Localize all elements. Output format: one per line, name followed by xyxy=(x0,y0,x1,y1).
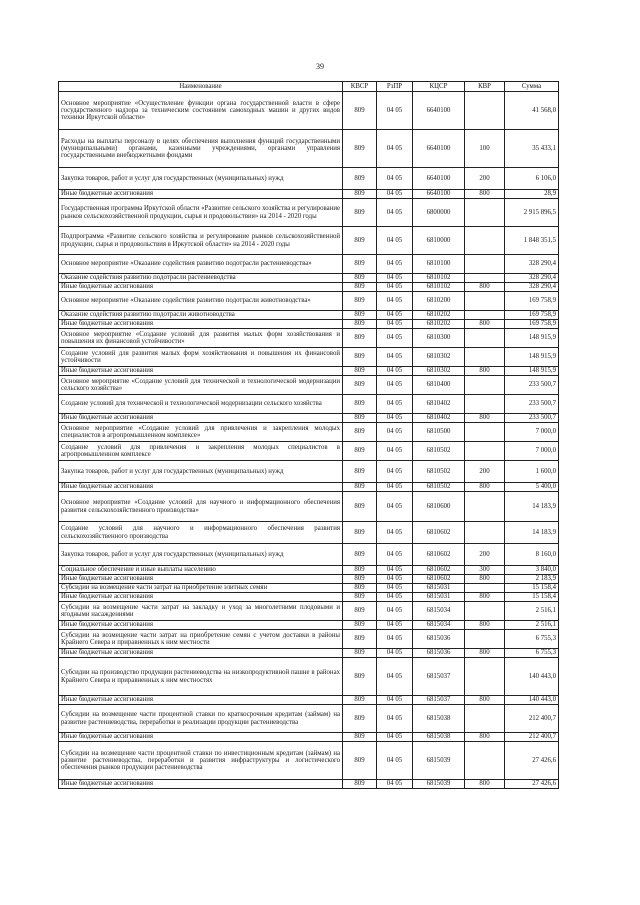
cell-sum: 15 158,4 xyxy=(505,584,559,593)
cell-kcsr: 6640100 xyxy=(413,168,465,190)
cell-kvsr: 809 xyxy=(343,742,377,780)
cell-kvr xyxy=(465,423,505,442)
cell-kcsr: 6815031 xyxy=(413,593,465,602)
cell-name: Иные бюджетные ассигнования xyxy=(59,649,343,658)
cell-kcsr: 6815038 xyxy=(413,705,465,733)
cell-kcsr: 6815038 xyxy=(413,733,465,742)
cell-kvr: 800 xyxy=(465,483,505,492)
cell-name: Субсидии на возмещение части процентной ставки по краткосрочным кредитам (займам) на развитие растениеводства, переработки и реализации продукции растениеводства xyxy=(59,705,343,733)
cell-kvr: 800 xyxy=(465,575,505,584)
cell-kcsr: 6810100 xyxy=(413,255,465,274)
cell-kvr: 800 xyxy=(465,190,505,199)
cell-name: Оказание содействия развитию подотрасли животноводства xyxy=(59,311,343,320)
cell-sum: 212 400,7 xyxy=(505,705,559,733)
table-row xyxy=(59,255,559,274)
cell-rzpr: 04 05 xyxy=(377,566,413,575)
cell-name: Создание условий для развития малых форм хозяйствования и повышения их финансовой устойчивости xyxy=(59,348,343,367)
cell-rzpr: 04 05 xyxy=(377,602,413,621)
table-row xyxy=(59,584,559,593)
cell-kvsr: 809 xyxy=(343,593,377,602)
cell-rzpr: 04 05 xyxy=(377,593,413,602)
cell-rzpr: 04 05 xyxy=(377,190,413,199)
cell-rzpr: 04 05 xyxy=(377,274,413,283)
cell-kcsr: 6810400 xyxy=(413,376,465,395)
cell-kvr xyxy=(465,602,505,621)
cell-name: Основное мероприятие «Осуществление функции органа государственной власти в сфере государственного надзора за техническим состоянием самоходных машин и других видов техники Иркутской области» xyxy=(59,92,343,130)
cell-kvr xyxy=(465,705,505,733)
cell-kvsr: 809 xyxy=(343,566,377,575)
cell-kcsr: 6810200 xyxy=(413,292,465,311)
cell-sum: 14 183,9 xyxy=(505,492,559,522)
cell-name: Основное мероприятие «Создание условий для привлечения и закрепления молодых специалистов в агропромышленном комплексе» xyxy=(59,423,343,442)
cell-kvr: 800 xyxy=(465,283,505,292)
cell-sum: 212 400,7 xyxy=(505,733,559,742)
cell-sum: 8 160,0 xyxy=(505,544,559,566)
cell-kvsr: 809 xyxy=(343,292,377,311)
cell-rzpr: 04 05 xyxy=(377,255,413,274)
cell-kcsr: 6640100 xyxy=(413,92,465,130)
cell-kvsr: 809 xyxy=(343,395,377,414)
table-row xyxy=(59,414,559,423)
table-row xyxy=(59,92,559,130)
cell-kvsr: 809 xyxy=(343,575,377,584)
cell-name: Создание условий для привлечения и закрепления молодых специалистов в агропромышленном комплексе xyxy=(59,442,343,461)
cell-kvsr: 809 xyxy=(343,414,377,423)
cell-sum: 233 500,7 xyxy=(505,395,559,414)
cell-name: Иные бюджетные ассигнования xyxy=(59,283,343,292)
cell-kvr: 800 xyxy=(465,780,505,789)
cell-sum: 328 290,4 xyxy=(505,255,559,274)
cell-rzpr: 04 05 xyxy=(377,227,413,255)
cell-kcsr: 6810602 xyxy=(413,522,465,544)
cell-kvr: 800 xyxy=(465,414,505,423)
budget-table xyxy=(58,81,559,789)
cell-name: Субсидии на производство продукции растениеводства на низкопродуктивной пашне в районах Крайнего Севера и приравненных к ним местностях xyxy=(59,658,343,696)
cell-name: Основное мероприятие «Оказание содействия развитию подотрасли растениеводства» xyxy=(59,255,343,274)
cell-kvsr: 809 xyxy=(343,367,377,376)
cell-sum: 41 568,0 xyxy=(505,92,559,130)
cell-rzpr: 04 05 xyxy=(377,168,413,190)
table-row xyxy=(59,522,559,544)
cell-rzpr: 04 05 xyxy=(377,292,413,311)
cell-rzpr: 04 05 xyxy=(377,348,413,367)
cell-kvsr: 809 xyxy=(343,461,377,483)
cell-kcsr: 6810602 xyxy=(413,544,465,566)
cell-kvr xyxy=(465,742,505,780)
cell-name: Подпрограмма «Развитие сельского хозяйства и регулирование рынков сельскохозяйственной продукции, сырья и продовольствия в Иркутской области» на 2014 - 2020 годы xyxy=(59,227,343,255)
cell-kvr xyxy=(465,274,505,283)
cell-kvsr: 809 xyxy=(343,705,377,733)
cell-sum: 27 426,6 xyxy=(505,780,559,789)
cell-name: Создание условий для технической и технологической модернизации сельского хозяйства xyxy=(59,395,343,414)
cell-name: Оказание содействия развитию подотрасли растениеводства xyxy=(59,274,343,283)
cell-name: Расходы на выплаты персоналу в целях обеспечения выполнения функций государственными (муниципальными) органами, казенными учреждениями, органами управления государственными внебюджетными фондами xyxy=(59,130,343,168)
header-name: Наименование xyxy=(59,82,343,92)
cell-kvsr: 809 xyxy=(343,348,377,367)
cell-rzpr: 04 05 xyxy=(377,395,413,414)
cell-kvr: 200 xyxy=(465,544,505,566)
cell-kvsr: 809 xyxy=(343,168,377,190)
cell-kcsr: 6810302 xyxy=(413,367,465,376)
cell-sum: 328 290,4 xyxy=(505,274,559,283)
cell-kcsr: 6810300 xyxy=(413,329,465,348)
cell-sum: 7 000,0 xyxy=(505,423,559,442)
cell-kcsr: 6815034 xyxy=(413,621,465,630)
cell-kcsr: 6640100 xyxy=(413,130,465,168)
table-row xyxy=(59,348,559,367)
cell-rzpr: 04 05 xyxy=(377,544,413,566)
table-row xyxy=(59,649,559,658)
cell-sum: 2 915 896,5 xyxy=(505,199,559,227)
header-sum: Сумма xyxy=(505,82,559,92)
cell-kvsr: 809 xyxy=(343,492,377,522)
cell-kvsr: 809 xyxy=(343,255,377,274)
cell-kcsr: 6815036 xyxy=(413,649,465,658)
cell-kvr xyxy=(465,376,505,395)
cell-sum: 3 840,0 xyxy=(505,566,559,575)
table-row xyxy=(59,320,559,329)
cell-kvr xyxy=(465,92,505,130)
cell-rzpr: 04 05 xyxy=(377,733,413,742)
table-row xyxy=(59,575,559,584)
cell-rzpr: 04 05 xyxy=(377,649,413,658)
cell-name: Социальное обеспечение и иные выплаты населению xyxy=(59,566,343,575)
cell-kvr: 100 xyxy=(465,130,505,168)
cell-sum: 328 290,4 xyxy=(505,283,559,292)
cell-rzpr: 04 05 xyxy=(377,492,413,522)
cell-rzpr: 04 05 xyxy=(377,621,413,630)
cell-rzpr: 04 05 xyxy=(377,658,413,696)
cell-name: Субсидии на возмещение части процентной ставки по инвестиционным кредитам (займам) на развитие растениеводства, переработки и развития инфраструктуры и логистического обеспечения рынков продукции растениеводства xyxy=(59,742,343,780)
cell-name: Иные бюджетные ассигнования xyxy=(59,733,343,742)
cell-sum: 6 755,3 xyxy=(505,630,559,649)
cell-kvsr: 809 xyxy=(343,311,377,320)
table-row xyxy=(59,190,559,199)
cell-kvr xyxy=(465,255,505,274)
cell-name: Субсидии на возмещение части затрат на приобретение элитных семян xyxy=(59,584,343,593)
cell-kcsr: 6810202 xyxy=(413,320,465,329)
cell-kvr xyxy=(465,522,505,544)
cell-kvsr: 809 xyxy=(343,190,377,199)
table-row xyxy=(59,442,559,461)
cell-kvr: 200 xyxy=(465,461,505,483)
table-row xyxy=(59,283,559,292)
cell-kcsr: 6810000 xyxy=(413,227,465,255)
cell-kvsr: 809 xyxy=(343,733,377,742)
cell-kcsr: 6815036 xyxy=(413,630,465,649)
cell-sum: 1 600,0 xyxy=(505,461,559,483)
table-row xyxy=(59,292,559,311)
cell-name: Иные бюджетные ассигнования xyxy=(59,780,343,789)
cell-rzpr: 04 05 xyxy=(377,329,413,348)
cell-name: Основное мероприятие «Создание условий для научного и информационного обеспечения развития сельскохозяйственного производства» xyxy=(59,492,343,522)
header-kcsr: КЦСР xyxy=(413,82,465,92)
header-kvsr: КВСР xyxy=(343,82,377,92)
cell-kvsr: 809 xyxy=(343,130,377,168)
table-row xyxy=(59,130,559,168)
table-row xyxy=(59,199,559,227)
table-row xyxy=(59,274,559,283)
cell-name: Закупка товаров, работ и услуг для государственных (муниципальных) нужд xyxy=(59,544,343,566)
cell-sum: 6 755,3 xyxy=(505,649,559,658)
cell-rzpr: 04 05 xyxy=(377,630,413,649)
cell-sum: 1 848 351,5 xyxy=(505,227,559,255)
cell-sum: 2 516,1 xyxy=(505,602,559,621)
table-row xyxy=(59,544,559,566)
cell-name: Иные бюджетные ассигнования xyxy=(59,696,343,705)
cell-kcsr: 6810202 xyxy=(413,311,465,320)
cell-kcsr: 6815034 xyxy=(413,602,465,621)
table-row xyxy=(59,658,559,696)
cell-sum: 169 758,9 xyxy=(505,292,559,311)
cell-sum: 14 183,9 xyxy=(505,522,559,544)
cell-kvr xyxy=(465,492,505,522)
cell-kvsr: 809 xyxy=(343,320,377,329)
cell-kcsr: 6640100 xyxy=(413,190,465,199)
table-row xyxy=(59,423,559,442)
cell-name: Иные бюджетные ассигнования xyxy=(59,593,343,602)
cell-kvr: 300 xyxy=(465,566,505,575)
cell-kcsr: 6810602 xyxy=(413,566,465,575)
cell-kvsr: 809 xyxy=(343,621,377,630)
cell-name: Иные бюджетные ассигнования xyxy=(59,320,343,329)
cell-kcsr: 6810102 xyxy=(413,283,465,292)
cell-kvr xyxy=(465,227,505,255)
cell-sum: 140 443,0 xyxy=(505,696,559,705)
cell-kcsr: 6810402 xyxy=(413,414,465,423)
cell-kcsr: 6810502 xyxy=(413,442,465,461)
table-row xyxy=(59,602,559,621)
cell-kvsr: 809 xyxy=(343,544,377,566)
cell-kvr xyxy=(465,348,505,367)
cell-kvr: 800 xyxy=(465,733,505,742)
cell-rzpr: 04 05 xyxy=(377,522,413,544)
cell-name: Закупка товаров, работ и услуг для государственных (муниципальных) нужд xyxy=(59,168,343,190)
cell-rzpr: 04 05 xyxy=(377,696,413,705)
cell-sum: 27 426,6 xyxy=(505,742,559,780)
cell-sum: 15 158,4 xyxy=(505,593,559,602)
cell-kcsr: 6810500 xyxy=(413,423,465,442)
cell-kvsr: 809 xyxy=(343,442,377,461)
cell-kcsr: 6800000 xyxy=(413,199,465,227)
cell-name: Субсидии на возмещение части затрат на приобретение семян с учетом доставки в районы Крайнего Севера и приравненных к ним местности xyxy=(59,630,343,649)
cell-rzpr: 04 05 xyxy=(377,442,413,461)
table-row xyxy=(59,742,559,780)
table-row xyxy=(59,705,559,733)
cell-kvr xyxy=(465,658,505,696)
cell-kvsr: 809 xyxy=(343,483,377,492)
cell-kvsr: 809 xyxy=(343,423,377,442)
cell-kvsr: 809 xyxy=(343,92,377,130)
cell-kvsr: 809 xyxy=(343,584,377,593)
cell-name: Иные бюджетные ассигнования xyxy=(59,414,343,423)
cell-kvr xyxy=(465,199,505,227)
cell-rzpr: 04 05 xyxy=(377,130,413,168)
cell-kvsr: 809 xyxy=(343,227,377,255)
cell-name: Субсидии на возмещение части затрат на закладку и уход за многолетними плодовыми и ягодными насаждениями xyxy=(59,602,343,621)
cell-sum: 169 758,9 xyxy=(505,320,559,329)
table-row xyxy=(59,780,559,789)
cell-rzpr: 04 05 xyxy=(377,423,413,442)
cell-name: Иные бюджетные ассигнования xyxy=(59,190,343,199)
cell-kvr xyxy=(465,311,505,320)
table-header-row xyxy=(59,82,559,92)
cell-kvr xyxy=(465,329,505,348)
cell-rzpr: 04 05 xyxy=(377,92,413,130)
cell-kvsr: 809 xyxy=(343,283,377,292)
cell-rzpr: 04 05 xyxy=(377,483,413,492)
cell-sum: 28,9 xyxy=(505,190,559,199)
cell-sum: 2 516,1 xyxy=(505,621,559,630)
cell-name: Иные бюджетные ассигнования xyxy=(59,621,343,630)
table-row xyxy=(59,492,559,522)
table-row xyxy=(59,395,559,414)
cell-sum: 7 000,0 xyxy=(505,442,559,461)
cell-kvsr: 809 xyxy=(343,630,377,649)
cell-sum: 6 106,0 xyxy=(505,168,559,190)
cell-kvr: 200 xyxy=(465,168,505,190)
cell-kcsr: 6815039 xyxy=(413,780,465,789)
cell-kcsr: 6810302 xyxy=(413,348,465,367)
cell-kvsr: 809 xyxy=(343,376,377,395)
cell-sum: 35 433,1 xyxy=(505,130,559,168)
cell-rzpr: 04 05 xyxy=(377,742,413,780)
cell-kvr: 800 xyxy=(465,367,505,376)
cell-sum: 233 500,7 xyxy=(505,414,559,423)
cell-kvsr: 809 xyxy=(343,658,377,696)
table-row xyxy=(59,367,559,376)
cell-kvr: 800 xyxy=(465,593,505,602)
cell-name: Основное мероприятие «Создание условий для технической и технологической модернизации сельского хозяйства» xyxy=(59,376,343,395)
table-row xyxy=(59,696,559,705)
cell-rzpr: 04 05 xyxy=(377,283,413,292)
cell-kcsr: 6810502 xyxy=(413,461,465,483)
cell-sum: 148 915,9 xyxy=(505,367,559,376)
cell-sum: 2 183,9 xyxy=(505,575,559,584)
cell-kvr: 800 xyxy=(465,696,505,705)
cell-kcsr: 6815031 xyxy=(413,584,465,593)
cell-kvsr: 809 xyxy=(343,199,377,227)
cell-kvsr: 809 xyxy=(343,696,377,705)
cell-rzpr: 04 05 xyxy=(377,461,413,483)
table-row xyxy=(59,227,559,255)
table-row xyxy=(59,621,559,630)
cell-rzpr: 04 05 xyxy=(377,705,413,733)
cell-rzpr: 04 05 xyxy=(377,320,413,329)
cell-kvsr: 809 xyxy=(343,780,377,789)
table-row xyxy=(59,733,559,742)
header-rzpr: РзПР xyxy=(377,82,413,92)
cell-kvr xyxy=(465,395,505,414)
page-number: 39 xyxy=(316,62,324,71)
cell-kvr: 800 xyxy=(465,649,505,658)
cell-rzpr: 04 05 xyxy=(377,584,413,593)
table-row xyxy=(59,566,559,575)
table-row xyxy=(59,630,559,649)
cell-sum: 140 443,0 xyxy=(505,658,559,696)
cell-kvsr: 809 xyxy=(343,274,377,283)
cell-kvr: 800 xyxy=(465,320,505,329)
cell-kvsr: 809 xyxy=(343,602,377,621)
cell-rzpr: 04 05 xyxy=(377,414,413,423)
cell-kvr xyxy=(465,292,505,311)
header-kvr: КВР xyxy=(465,82,505,92)
table-row xyxy=(59,311,559,320)
cell-kvr xyxy=(465,584,505,593)
cell-kcsr: 6815039 xyxy=(413,742,465,780)
table-row xyxy=(59,168,559,190)
cell-kvsr: 809 xyxy=(343,522,377,544)
table-body xyxy=(59,92,559,789)
cell-kvr xyxy=(465,630,505,649)
table-row xyxy=(59,593,559,602)
cell-rzpr: 04 05 xyxy=(377,575,413,584)
cell-sum: 5 400,0 xyxy=(505,483,559,492)
cell-name: Закупка товаров, работ и услуг для государственных (муниципальных) нужд xyxy=(59,461,343,483)
cell-name: Иные бюджетные ассигнования xyxy=(59,483,343,492)
table-row xyxy=(59,483,559,492)
cell-kvr: 800 xyxy=(465,621,505,630)
cell-kcsr: 6815037 xyxy=(413,696,465,705)
cell-rzpr: 04 05 xyxy=(377,376,413,395)
cell-name: Основное мероприятие «Оказание содействия развитию подотрасли животноводства» xyxy=(59,292,343,311)
table-row xyxy=(59,376,559,395)
cell-rzpr: 04 05 xyxy=(377,311,413,320)
cell-name: Основное мероприятие «Создание условий для развития малых форм хозяйствования и повышения их финансовой устойчивости» xyxy=(59,329,343,348)
cell-kvsr: 809 xyxy=(343,649,377,658)
cell-rzpr: 04 05 xyxy=(377,367,413,376)
cell-kcsr: 6810602 xyxy=(413,575,465,584)
cell-kcsr: 6810600 xyxy=(413,492,465,522)
cell-name: Создание условий для научного и информационного обеспечения развития сельскохозяйственного производства xyxy=(59,522,343,544)
cell-name: Иные бюджетные ассигнования xyxy=(59,575,343,584)
cell-rzpr: 04 05 xyxy=(377,199,413,227)
cell-sum: 148 915,9 xyxy=(505,348,559,367)
cell-kcsr: 6810102 xyxy=(413,274,465,283)
cell-kcsr: 6810402 xyxy=(413,395,465,414)
cell-sum: 148 915,9 xyxy=(505,329,559,348)
cell-name: Государственная программа Иркутской области «Развитие сельского хозяйства и регулирование рынков сельскохозяйственной продукции, сырья и продовольствия» на 2014 - 2020 годы xyxy=(59,199,343,227)
table-row xyxy=(59,461,559,483)
cell-name: Иные бюджетные ассигнования xyxy=(59,367,343,376)
cell-sum: 169 758,9 xyxy=(505,311,559,320)
cell-sum: 233 500,7 xyxy=(505,376,559,395)
cell-kcsr: 6815037 xyxy=(413,658,465,696)
cell-kvr xyxy=(465,442,505,461)
cell-kvsr: 809 xyxy=(343,329,377,348)
table-row xyxy=(59,329,559,348)
cell-rzpr: 04 05 xyxy=(377,780,413,789)
cell-kcsr: 6810502 xyxy=(413,483,465,492)
